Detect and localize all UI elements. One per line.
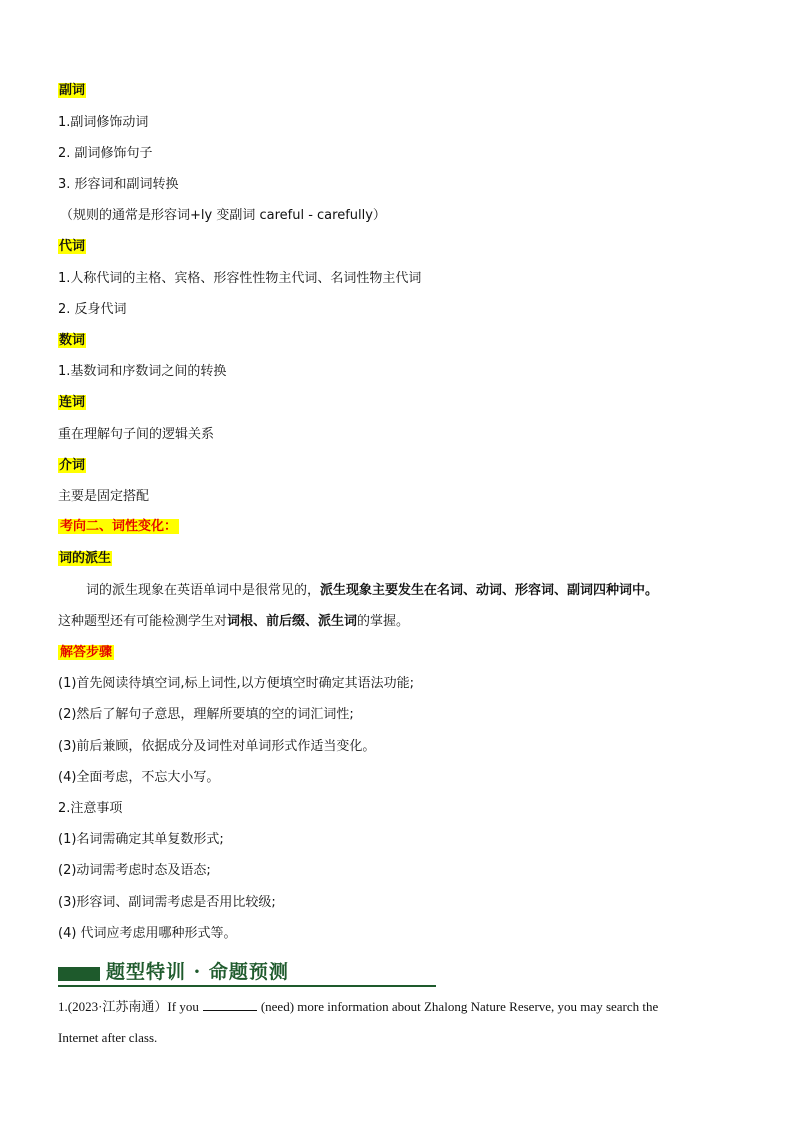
- numeral-item-1: 1.基数词和序数词之间的转换: [58, 364, 227, 379]
- question-1-line-2: Internet after class.: [58, 1030, 158, 1045]
- preposition-item-1: 主要是固定搭配: [58, 489, 150, 504]
- derivation-para-1-plain: 词的派生现象在英语单词中是很常见的，: [86, 583, 321, 598]
- step-item-2: (2)然后了解句子意思，理解所要填的空的词汇词性;: [58, 707, 354, 722]
- banner-title: 题型特训 · 命题预测: [106, 961, 289, 983]
- section-banner: [58, 958, 436, 988]
- answer-blank[interactable]: [203, 999, 257, 1011]
- adverb-note: （规则的通常是形容词+ly 变副词 careful - carefully）: [60, 208, 386, 223]
- derivation-para-2-plain-b: 的掌握。: [357, 614, 410, 629]
- question-1-line-1: [58, 998, 658, 1016]
- derivation-para-line-1: [86, 582, 658, 600]
- banner-bar-decoration: [58, 967, 100, 981]
- derivation-para-2-plain-a: 这种题型还有可能检测学生对: [58, 614, 228, 629]
- numeral-heading-line: [58, 332, 86, 350]
- direction2-heading-line: [58, 518, 179, 536]
- steps-heading: 解答步骤: [60, 645, 113, 660]
- derivation-para-2-bold: 词根、前后缀、派生词: [227, 614, 358, 629]
- step-item-4: (4)全面考虑，不忘大小写。: [58, 770, 220, 785]
- banner-underline: [58, 985, 436, 987]
- question-1-prefix: 1.(2023·江苏南通）If you: [58, 999, 199, 1014]
- notes-heading: 2.注意事项: [58, 801, 123, 816]
- adverb-heading: 副词: [59, 83, 86, 98]
- adverb-item-2: 2. 副词修饰句子: [58, 146, 153, 161]
- steps-heading-line: [58, 644, 114, 662]
- note-item-1: (1)名词需确定其单复数形式;: [58, 832, 224, 847]
- preposition-heading-line: [58, 457, 86, 475]
- adverb-item-3: 3. 形容词和副词转换: [58, 177, 179, 192]
- direction2-heading: 考向二、词性变化：: [60, 519, 178, 534]
- derivation-para-1-bold: 派生现象主要发生在名词、动词、形容词、副词四种词中。: [320, 583, 659, 598]
- pronoun-heading: 代词: [59, 239, 86, 254]
- derivation-heading-line: [58, 550, 112, 568]
- conjunction-heading: 连词: [59, 395, 86, 410]
- pronoun-heading-line: [58, 238, 86, 256]
- adverb-item-1: 1.副词修饰动词: [58, 115, 149, 130]
- note-item-2: (2)动词需考虑时态及语态;: [58, 863, 211, 878]
- derivation-para-line-2: [58, 613, 409, 631]
- note-item-4: (4) 代词应考虑用哪种形式等。: [58, 926, 237, 941]
- preposition-heading: 介词: [59, 458, 86, 473]
- note-item-3: (3)形容词、副词需考虑是否用比较级;: [58, 895, 276, 910]
- step-item-3: (3)前后兼顾，依据成分及词性对单词形式作适当变化。: [58, 739, 376, 754]
- derivation-heading: 词的派生: [59, 551, 112, 566]
- pronoun-item-2: 2. 反身代词: [58, 302, 127, 317]
- step-item-1: (1)首先阅读待填空词,标上词性,以方便填空时确定其语法功能;: [58, 676, 415, 691]
- numeral-heading: 数词: [59, 333, 86, 348]
- pronoun-item-1: 1.人称代词的主格、宾格、形容性性物主代词、名词性物主代词: [58, 271, 422, 286]
- question-1-suffix: (need) more information about Zhalong Nature Reserve, you may search the: [260, 999, 659, 1014]
- conjunction-item-1: 重在理解句子间的逻辑关系: [58, 427, 215, 442]
- conjunction-heading-line: [58, 394, 86, 412]
- adverb-heading-line: [58, 82, 86, 100]
